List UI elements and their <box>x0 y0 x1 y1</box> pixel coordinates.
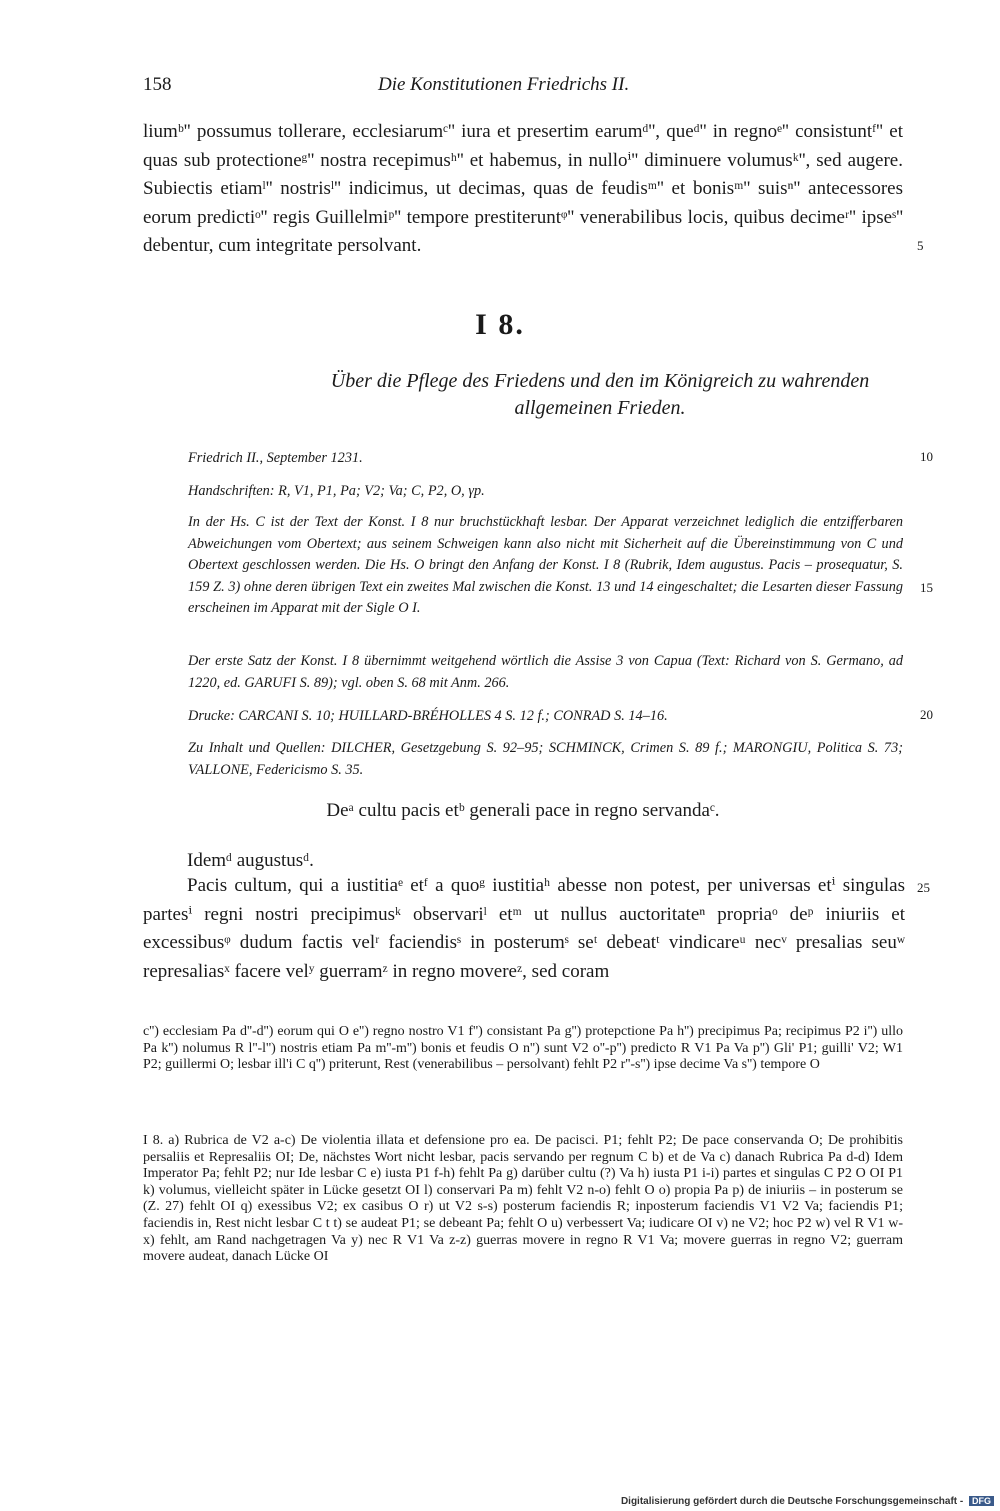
line-number-5: 5 <box>917 238 924 253</box>
footer-text: Digitalisierung gefördert durch die Deutsche Forschungsgemeinschaft - <box>620 1496 964 1507</box>
intro-sources: Zu Inhalt und Quellen: DILCHER, Gesetzgebung S. 92–95; SCHMINCK, Crimen S. 89 f.; MARONGIU, Politica S. 73; VALLONE, Federicismo S. 35. <box>188 740 903 778</box>
latin-heading: Deᵃ cultu pacis etᵇ generali pace in regno servandaᶜ. <box>326 800 720 821</box>
continuation-paragraph: liumᵇ'' possumus tollerare, ecclesiarumᶜ'' iura et presertim earumᵈ'', queᵈ'' in regnoᵉ'' consistuntᶠ'' et quas sub protectioneᵍ'' nostra recepimusʰ'' et habemus, in nulloⁱ'' diminuere volumusᵏ'', sed augere. Subiectis etiamˡ'' nostrisˡ'' indicimus, ut decimas, quas de feudisᵐ'' et bonisᵐ'' suisⁿ'' antecessores eorum predictiᵒ'' regis Guillelmiᵖ'' tempore prestiteruntᵠ'' venerabilibus locis, quibus decimeʳ'' ipseˢ'' debentur, cum integritate persolvant. <box>143 121 903 256</box>
intro-note-1: In der Hs. C ist der Text der Konst. I 8 nur bruchstückhaft lesbar. Der Apparat verzeichnet lediglich die entzifferbaren Abweichungen vom Obertext; aus seinem Schweigen kann also nicht mit Sicherheit auf die Übereinstimmung von C und Obertext geschlossen werden. Die Hs. O bringt den Anfang der Konst. I 8 (Rubrik, Idem augustus. Pacis – prosequatur, S. 159 Z. 3) ohne deren übrigen Text ein zweites Mal zwischen die Konst. 13 und 14 eingeschaltet; die Lesarten dieser Fassung erscheinen im Apparat mit der Sigle O I. <box>188 514 903 616</box>
intro-manuscripts: Handschriften: R, V1, P1, Pa; V2; Va; C, P2, O, γp. <box>188 483 485 499</box>
apparatus-continuation: c'') ecclesiam Pa d''-d'') eorum qui O e'') regno nostro V1 f'') consistant Pa g'') protepctione Pa h'') precipimus Pa; recipimus P2 i'') ullo Pa k'') nolumus R l''-l'') nostris etiam Pa m''-m'') bonis et feudis O n'') sunt V2 o''-p'') predicto R V1 Pa Va p'') Gli' P1; guilli' V2; W1 P2; guillermi O; lesbar ill'i C q'') priterunt, Rest (venerabilibus – persolvant) fehlt P2 r''-s'') ipse decime Va s'') tempore O <box>143 1024 903 1073</box>
line-number-20: 20 <box>920 707 933 722</box>
intro-date: Friedrich II., September 1231. <box>188 450 363 466</box>
main-text: Pacis cultum, qui a iustitiaᵉ etᶠ a quoᵍ iustitiaʰ abesse non potest, per universas etⁱ singulas partesⁱ regni nostri precipimusᵏ observariˡ etᵐ ut nullus auctoritateⁿ propriaᵒ deᵖ iniuriis et excessibusᵠ dudum factis velʳ faciendisˢ in posterumˢ seᵗ debeatᵗ vindicareᵘ necᵛ presalias seuʷ represaliasˣ facere velʸ guerramᶻ in regno movereᶻ, sed coram <box>143 875 905 982</box>
dfg-logo: DFG <box>969 1496 994 1506</box>
intro-prints: Drucke: CARCANI S. 10; HUILLARD-BRÉHOLLES 4 S. 12 f.; CONRAD S. 14–16. <box>188 708 668 724</box>
intro-note-2: Der erste Satz der Konst. I 8 übernimmt weitgehend wörtlich die Assise 3 von Capua (Text: Richard von S. Germano, ad 1220, ed. GARUFI S. 89); vgl. oben S. 68 mit Anm. 266. <box>188 653 903 691</box>
line-number-15: 15 <box>920 580 933 595</box>
page-number: 158 <box>143 74 172 95</box>
section-number: I 8. <box>475 308 525 341</box>
subtitle-line-1: Über die Pflege des Friedens und den im Königreich zu wahrenden <box>330 370 870 392</box>
subtitle-line-2: allgemeinen Frieden. <box>514 397 686 419</box>
idem-line: Idemᵈ augustusᵈ. <box>187 850 314 871</box>
line-number-25: 25 <box>917 880 930 895</box>
running-title: Die Konstitutionen Friedrichs II. <box>378 74 630 95</box>
digitization-footer <box>621 1496 994 1507</box>
section-subtitle <box>300 368 900 422</box>
line-number-10: 10 <box>920 449 933 464</box>
apparatus-section: I 8. a) Rubrica de V2 a-c) De violentia illata et defensione pro ea. De pacisci. P1; fehlt P2; De pace conservanda O; De prohibitis persaliis et Represaliis OI; De, nächstes Wort nicht lesbar, pacis servando per regnum C b) et de Va c) danach Rubrica Pa d-d) Idem Imperator Pa; fehlt P2; nur Ide lesbar C e) iusta P1 f-h) fehlt Pa g) darüber cultu (?) Va h) iusta P1 i-i) partes et singulas C P2 O OI P1 k) volumus, vielleicht später in Lücke gesetzt OI l) conservari Pa m) fehlt V2 n-o) fehlt O o) propia Pa p) de iniuriis – in posterum se (Z. 27) fehlt OI q) exessibus V2; ex casibus O r) ut V2 s-s) posterum faciendis R; inposterum faciendis V1 V2 Va; faciendis P1; faciendis in, Rest nicht lesbar C t t) se audeat P1; se debeant Pa; fehlt O u) verbessert Va; iudicare OI v) ne V2; hoc P2 w) vel R V1 w-x) fehlt, am Rand nachgetragen Va y) nec R V1 Va z-z) guerras movere in regno R V1 Va; movere guerras in regno V2; guerram movere audeat, danach Lücke OI <box>143 1133 903 1265</box>
